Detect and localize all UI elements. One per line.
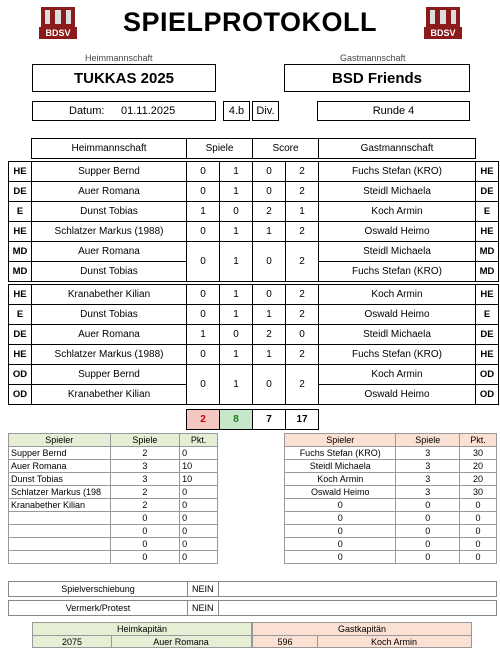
header-home: Heimmannschaft (32, 139, 187, 159)
guest-score: 2 (286, 222, 319, 242)
total-home-games: 2 (187, 410, 220, 430)
guest-games: 1 (220, 285, 253, 305)
match-row (9, 325, 499, 345)
guest-player: Steidl Michaela (319, 325, 476, 345)
guest-player: Oswald Heimo (319, 385, 476, 405)
game-code: HE (9, 162, 32, 182)
match-table (8, 138, 499, 430)
date-value: 01.11.2025 (121, 105, 176, 117)
guest-games: 1 (220, 365, 253, 405)
game-code: MD (476, 242, 499, 262)
home-games: 1 (187, 202, 220, 222)
home-games: 0 (187, 285, 220, 305)
game-code: OD (476, 385, 499, 405)
player-games: 2 (110, 499, 180, 512)
game-code: OD (9, 365, 32, 385)
home-score: 1 (253, 345, 286, 365)
guest-player: Fuchs Stefan (KRO) (319, 162, 476, 182)
date-field (32, 101, 216, 121)
player-name: 0 (285, 525, 396, 538)
stats-row (9, 486, 218, 499)
game-code: DE (9, 182, 32, 202)
player-name: 0 (285, 512, 396, 525)
player-name (9, 525, 111, 538)
player-name: 0 (285, 538, 396, 551)
player-games: 3 (110, 460, 180, 473)
player-name: Supper Bernd (9, 447, 111, 460)
home-player: Schlatzer Markus (1988) (32, 222, 187, 242)
player-name: Oswald Heimo (285, 486, 396, 499)
home-games: 1 (187, 325, 220, 345)
home-player: Auer Romana (32, 182, 187, 202)
league-field: 4.b (223, 101, 250, 121)
home-games: 0 (187, 305, 220, 325)
home-captain-id: 2075 (33, 636, 112, 648)
player-games: 0 (396, 551, 460, 564)
game-code: OD (476, 365, 499, 385)
stats-row (285, 525, 497, 538)
protest-value: NEIN (192, 603, 214, 613)
player-name: Kranabether Kilian (9, 499, 111, 512)
stats-row (9, 512, 218, 525)
game-code: HE (9, 285, 32, 305)
page-title: SPIELPROTOKOLL (122, 6, 378, 37)
guest-games: 0 (220, 202, 253, 222)
match-row (9, 182, 499, 202)
stats-row (9, 473, 218, 486)
player-games: 3 (396, 486, 460, 499)
guest-captain-id: 596 (253, 636, 318, 648)
player-points: 20 (460, 473, 497, 486)
player-games: 0 (110, 538, 180, 551)
game-code: OD (9, 385, 32, 405)
player-points: 10 (180, 460, 218, 473)
home-score: 1 (253, 222, 286, 242)
game-code: MD (476, 262, 499, 282)
postponement-row (8, 581, 497, 597)
home-player: Auer Romana (32, 325, 187, 345)
home-captain-box (32, 622, 252, 648)
home-team-label: Heimmannschaft (85, 53, 153, 63)
game-code: E (476, 202, 499, 222)
player-games: 3 (396, 473, 460, 486)
home-games: 0 (187, 365, 220, 405)
guest-score: 2 (286, 305, 319, 325)
game-code: HE (9, 222, 32, 242)
home-player: Kranabether Kilian (32, 285, 187, 305)
stats-header-points: Pkt. (180, 434, 218, 447)
game-code: DE (476, 182, 499, 202)
player-points: 0 (180, 525, 218, 538)
postponement-label: Spielverschiebung (9, 582, 188, 596)
guest-player: Koch Armin (319, 285, 476, 305)
player-games: 2 (110, 486, 180, 499)
home-score: 2 (253, 325, 286, 345)
guest-player: Oswald Heimo (319, 222, 476, 242)
match-row (9, 222, 499, 242)
player-points: 0 (460, 499, 497, 512)
home-games: 0 (187, 182, 220, 202)
stats-header-player: Spieler (9, 434, 111, 447)
player-points: 20 (460, 460, 497, 473)
guest-score: 2 (286, 365, 319, 405)
player-games: 3 (110, 473, 180, 486)
player-name (9, 512, 111, 525)
totals-row (9, 410, 499, 430)
home-player: Supper Bernd (32, 162, 187, 182)
stats-row (9, 499, 218, 512)
stats-header-games: Spiele (396, 434, 460, 447)
home-captain-label: Heimkapitän (33, 623, 251, 636)
guest-captain-label: Gastkapitän (253, 623, 471, 636)
guest-games: 1 (220, 345, 253, 365)
protest-row (8, 600, 497, 616)
player-games: 0 (396, 525, 460, 538)
total-guest-games: 8 (220, 410, 253, 430)
guest-player: Fuchs Stefan (KRO) (319, 345, 476, 365)
player-name: Fuchs Stefan (KRO) (285, 447, 396, 460)
home-player: Dunst Tobias (32, 305, 187, 325)
postponement-value: NEIN (192, 584, 214, 594)
guest-score: 2 (286, 162, 319, 182)
stats-row (9, 525, 218, 538)
match-row (9, 162, 499, 182)
home-team-name: TUKKAS 2025 (32, 64, 216, 92)
stats-header-games: Spiele (110, 434, 180, 447)
header-guest: Gastmannschaft (319, 139, 476, 159)
stats-header-player: Spieler (285, 434, 396, 447)
guest-player: Koch Armin (319, 202, 476, 222)
player-points: 0 (460, 512, 497, 525)
game-code: HE (476, 345, 499, 365)
home-stats-table (8, 433, 218, 564)
player-games: 3 (396, 460, 460, 473)
guest-games: 1 (220, 222, 253, 242)
guest-captain-box (252, 622, 472, 648)
home-player: Auer Romana (32, 242, 187, 262)
guest-player: Oswald Heimo (319, 305, 476, 325)
player-name: 0 (285, 551, 396, 564)
stats-row (285, 512, 497, 525)
guest-player: Steidl Michaela (319, 242, 476, 262)
player-points: 0 (460, 551, 497, 564)
guest-captain-name: Koch Armin (370, 637, 418, 647)
player-games: 2 (110, 447, 180, 460)
player-name (9, 538, 111, 551)
home-games: 0 (187, 345, 220, 365)
stats-row (285, 473, 497, 486)
round-field: Runde 4 (317, 101, 470, 121)
player-games: 0 (110, 525, 180, 538)
match-row (9, 365, 499, 385)
guest-score: 0 (286, 325, 319, 345)
player-name: Dunst Tobias (9, 473, 111, 486)
player-points: 0 (180, 512, 218, 525)
player-points: 0 (460, 525, 497, 538)
home-player: Dunst Tobias (32, 202, 187, 222)
game-code: MD (9, 262, 32, 282)
home-games: 0 (187, 162, 220, 182)
guest-score: 2 (286, 242, 319, 282)
stats-row (9, 538, 218, 551)
match-row (9, 202, 499, 222)
stats-row (285, 499, 497, 512)
player-name: 0 (285, 499, 396, 512)
match-row (9, 305, 499, 325)
home-score: 0 (253, 242, 286, 282)
home-player: Schlatzer Markus (1988) (32, 345, 187, 365)
player-games: 0 (396, 499, 460, 512)
logo-text: BDSV (45, 28, 71, 38)
stats-row (285, 460, 497, 473)
home-player: Supper Bernd (32, 365, 187, 385)
match-row (9, 285, 499, 305)
game-code: HE (9, 345, 32, 365)
guest-games: 1 (220, 305, 253, 325)
home-score: 2 (253, 202, 286, 222)
guest-games: 1 (220, 242, 253, 282)
guest-score: 2 (286, 345, 319, 365)
guest-player: Koch Armin (319, 365, 476, 385)
home-captain-name: Auer Romana (153, 637, 209, 647)
home-score: 0 (253, 365, 286, 405)
player-points: 0 (460, 538, 497, 551)
guest-score: 1 (286, 202, 319, 222)
guest-team-name: BSD Friends (284, 64, 470, 92)
game-code: E (9, 202, 32, 222)
game-code: E (476, 305, 499, 325)
stats-header-points: Pkt. (460, 434, 497, 447)
guest-score: 2 (286, 285, 319, 305)
player-name: Schlatzer Markus (198 (9, 486, 111, 499)
guest-games: 0 (220, 325, 253, 345)
game-code: DE (476, 325, 499, 345)
player-name: Auer Romana (9, 460, 111, 473)
home-player: Dunst Tobias (32, 262, 187, 282)
guest-stats-table (284, 433, 497, 564)
home-games: 0 (187, 242, 220, 282)
home-score: 0 (253, 285, 286, 305)
header-score: Score (253, 139, 319, 159)
home-score: 0 (253, 182, 286, 202)
guest-score: 2 (286, 182, 319, 202)
game-code: DE (9, 325, 32, 345)
guest-player: Steidl Michaela (319, 182, 476, 202)
player-points: 0 (180, 551, 218, 564)
player-points: 10 (180, 473, 218, 486)
stats-row (285, 538, 497, 551)
player-name: Koch Armin (285, 473, 396, 486)
logo-text: BDSV (430, 28, 456, 38)
guest-games: 1 (220, 162, 253, 182)
total-home-score: 7 (253, 410, 286, 430)
home-player: Kranabether Kilian (32, 385, 187, 405)
player-points: 30 (460, 486, 497, 499)
guest-team-label: Gastmannschaft (340, 53, 406, 63)
stats-row (9, 551, 218, 564)
stats-row (285, 486, 497, 499)
player-points: 30 (460, 447, 497, 460)
player-points: 0 (180, 538, 218, 551)
player-games: 0 (110, 551, 180, 564)
player-name: Steidl Michaela (285, 460, 396, 473)
player-name (9, 551, 111, 564)
stats-row (9, 460, 218, 473)
stats-row (285, 447, 497, 460)
player-games: 3 (396, 447, 460, 460)
player-points: 0 (180, 486, 218, 499)
guest-player: Fuchs Stefan (KRO) (319, 262, 476, 282)
game-code: MD (9, 242, 32, 262)
player-games: 0 (396, 538, 460, 551)
guest-games: 1 (220, 182, 253, 202)
home-score: 1 (253, 305, 286, 325)
match-row (9, 345, 499, 365)
protest-label: Vermerk/Protest (9, 601, 188, 615)
date-label: Datum: (69, 105, 105, 117)
player-games: 0 (110, 512, 180, 525)
match-row (9, 242, 499, 262)
game-code: E (9, 305, 32, 325)
stats-row (9, 447, 218, 460)
stats-row (285, 551, 497, 564)
game-code: HE (476, 222, 499, 242)
player-points: 0 (180, 499, 218, 512)
home-games: 0 (187, 222, 220, 242)
game-code: HE (476, 285, 499, 305)
player-games: 0 (396, 512, 460, 525)
home-score: 0 (253, 162, 286, 182)
game-code: HE (476, 162, 499, 182)
division-field: Div. (252, 101, 279, 121)
player-points: 0 (180, 447, 218, 460)
total-guest-score: 17 (286, 410, 319, 430)
header-games: Spiele (187, 139, 253, 159)
